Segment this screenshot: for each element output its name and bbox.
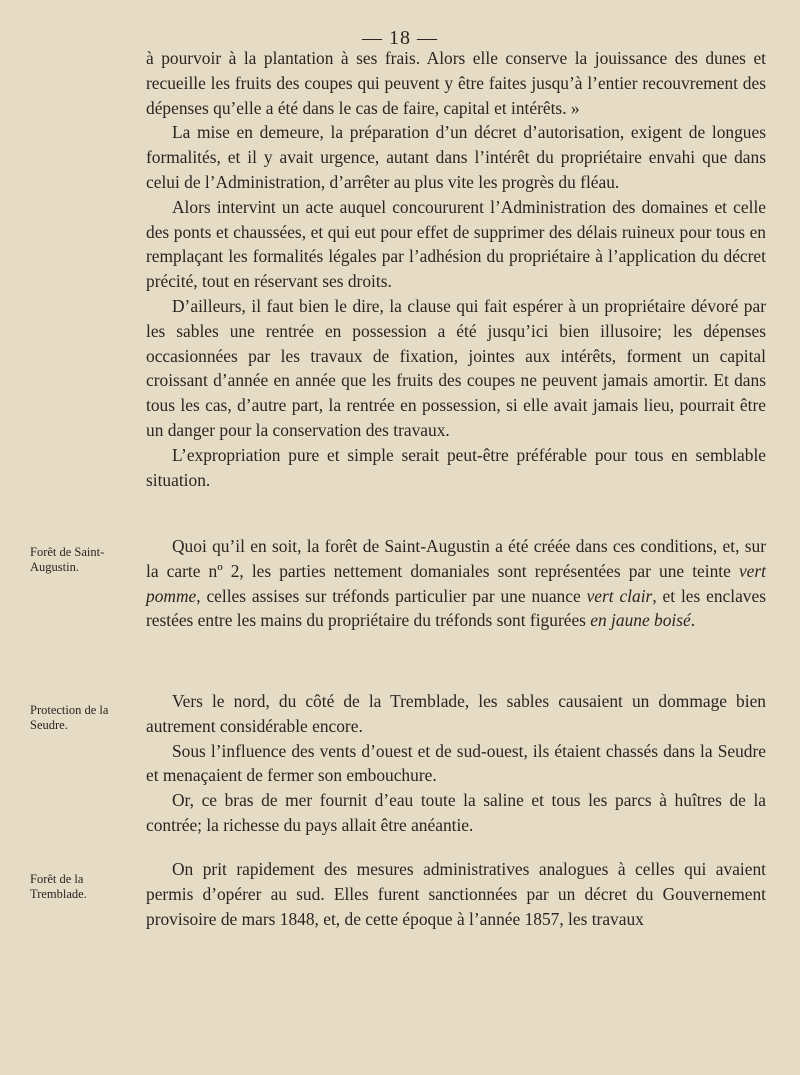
paragraph-8: Sous l’influence des vents d’ouest et de sud-ouest, ils étaient chassés dans la Seudre et menaçaient de fermer son embouchure. — [146, 740, 766, 786]
margin-note-tremblade: Forêt de la Tremblade. — [30, 872, 87, 901]
page-number: — 18 — — [362, 27, 438, 49]
paragraph-4: D’ailleurs, il faut bien le dire, la clause qui fait espérer à un propriétaire dévoré par les sables une rentrée en possession a été jusqu’ici bien illusoire; les dépenses occasionnées par les travaux de fixation, jointes aux intérêts, forment un capital croissant d’année en année que les fruits des coupes ne peuvent jamais amortir. Et dans tous les cas, d’autre part, la rentrée en possession, si elle avait jamais lieu, pourrait être un danger pour la conservation des travaux. — [146, 295, 766, 440]
paragraph-6-text-a: Quoi qu’il en soit, la forêt de Saint-Augustin a été créée dans ces conditions, et, sur la carte nº 2, les parties nettement domaniales sont représentées par une teinte — [146, 536, 766, 581]
paragraph-6-text-b: , celles assises sur tréfonds particulier par une nuance — [196, 585, 587, 606]
text-block-4 — [146, 857, 766, 931]
paragraph-9: Or, ce bras de mer fournit d’eau toute la saline et tous les parcs à huîtres de la contrée; la richesse du pays allait être anéantie. — [146, 790, 766, 835]
paragraph-6-text-c: , et les enclaves restées entre les mains du propriétaire du tréfonds sont figurées — [146, 585, 766, 631]
text-block-3 — [146, 689, 766, 838]
paragraph-6-text-d: . — [690, 610, 696, 631]
paragraph-6 — [146, 534, 766, 633]
paragraph-1: à pourvoir à la plantation à ses frais. Alors elle conserve la jouissance des dunes et recueille les fruits des coupes qui peuvent y être faites jusqu’à l’entier recouvrement des dépenses qu’elle a été dans le cas de faire, capital et intérêts. » — [146, 48, 766, 118]
paragraph-6-emphasis-jaune-boise: en jaune boisé — [590, 610, 691, 631]
margin-note-saint-augustin: Forêt de Saint-Augustin. — [30, 545, 105, 574]
paragraph-10: On prit rapidement des mesures administratives analogues à celles qui avaient permis d’opérer au sud. Elles furent sanctionnées par un décret du Gouvernement provisoire de mars 1848, et, de cette époque à l’année 1857, les travaux — [146, 859, 766, 929]
text-block-1 — [146, 46, 766, 492]
text-block-2 — [146, 534, 766, 633]
paragraph-6-emphasis-vert-clair: vert clair — [586, 585, 653, 606]
paragraph-5: L’expropriation pure et simple serait peut-être préférable pour tous en semblable situation. — [146, 444, 766, 490]
paragraph-3: Alors intervint un acte auquel concoururent l’Administration des domaines et celle des ponts et chaussées, et qui eut pour effet de supprimer des délais ruineux pour tous en remplaçant les formalités légales par l’adhésion du propriétaire à l’application du décret précité, tout en réservant ses droits. — [146, 196, 766, 292]
paragraph-7: Vers le nord, du côté de la Tremblade, les sables causaient un dommage bien autrement considérable encore. — [146, 691, 766, 736]
margin-note-seudre: Protection de la Seudre. — [30, 703, 109, 732]
paragraph-6-emphasis-vert-pomme: vert pomme — [146, 560, 766, 606]
paragraph-2: La mise en demeure, la préparation d’un décret d’autorisation, exigent de longues formalités, et il y avait urgence, autant dans l’intérêt du propriétaire envahi que dans celui de l’Administration, d’arrêter au plus vite les progrès du fléau. — [146, 122, 766, 192]
